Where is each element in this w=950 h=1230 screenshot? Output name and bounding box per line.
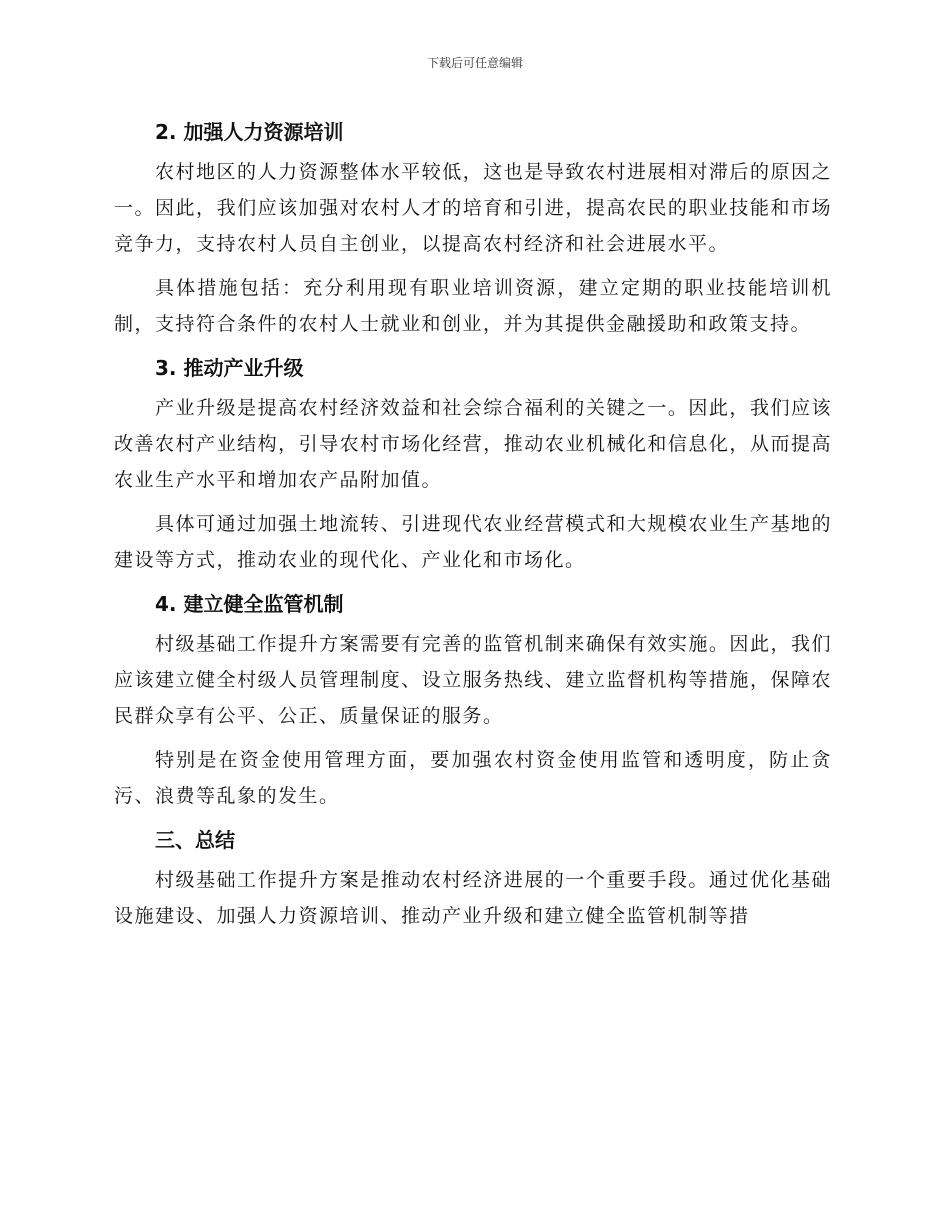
document-body <box>114 108 832 934</box>
paragraph: 具体措施包括：充分利用现有职业培训资源，建立定期的职业技能培训机制，支持符合条件的农村人士就业和创业，并为其提供金融援助和政策支持。 <box>114 277 832 335</box>
section-heading-summary: 三、总结 <box>155 828 235 852</box>
paragraph: 具体可通过加强土地流转、引进现代农业经营模式和大规模农业生产基地的建设等方式，推动农业的现代化、产业化和市场化。 <box>114 513 832 571</box>
paragraph: 产业升级是提高农村经济效益和社会综合福利的关键之一。因此，我们应该改善农村产业结构，引导农村市场化经营，推动农业机械化和信息化，从而提高农业生产水平和增加农产品附加值。 <box>114 397 832 491</box>
paragraph: 农村地区的人力资源整体水平较低，这也是导致农村进展相对滞后的原因之一。因此，我们应该加强对农村人才的培育和引进，提高农民的职业技能和市场竞争力，支持农村人员自主创业，以提高农村经济和社会进展水平。 <box>114 161 832 255</box>
paragraph: 村级基础工作提升方案需要有完善的监管机制来确保有效实施。因此，我们应该建立健全村级人员管理制度、设立服务热线、建立监督机构等措施，保障农民群众享有公平、公正、质量保证的服务。 <box>114 633 832 727</box>
section-heading-hr-training: 2. 加强人力资源培训 <box>155 120 344 144</box>
paragraph: 特别是在资金使用管理方面，要加强农村资金使用监管和透明度，防止贪污、浪费等乱象的发生。 <box>114 749 832 807</box>
section-heading-supervision: 4. 建立健全监管机制 <box>155 592 344 616</box>
section-heading-industry-upgrade: 3. 推动产业升级 <box>155 356 304 380</box>
page-header: 下载后可任意编辑 <box>426 56 523 70</box>
paragraph: 村级基础工作提升方案是推动农村经济进展的一个重要手段。通过优化基础设施建设、加强人力资源培训、推动产业升级和建立健全监管机制等措 <box>114 869 832 927</box>
